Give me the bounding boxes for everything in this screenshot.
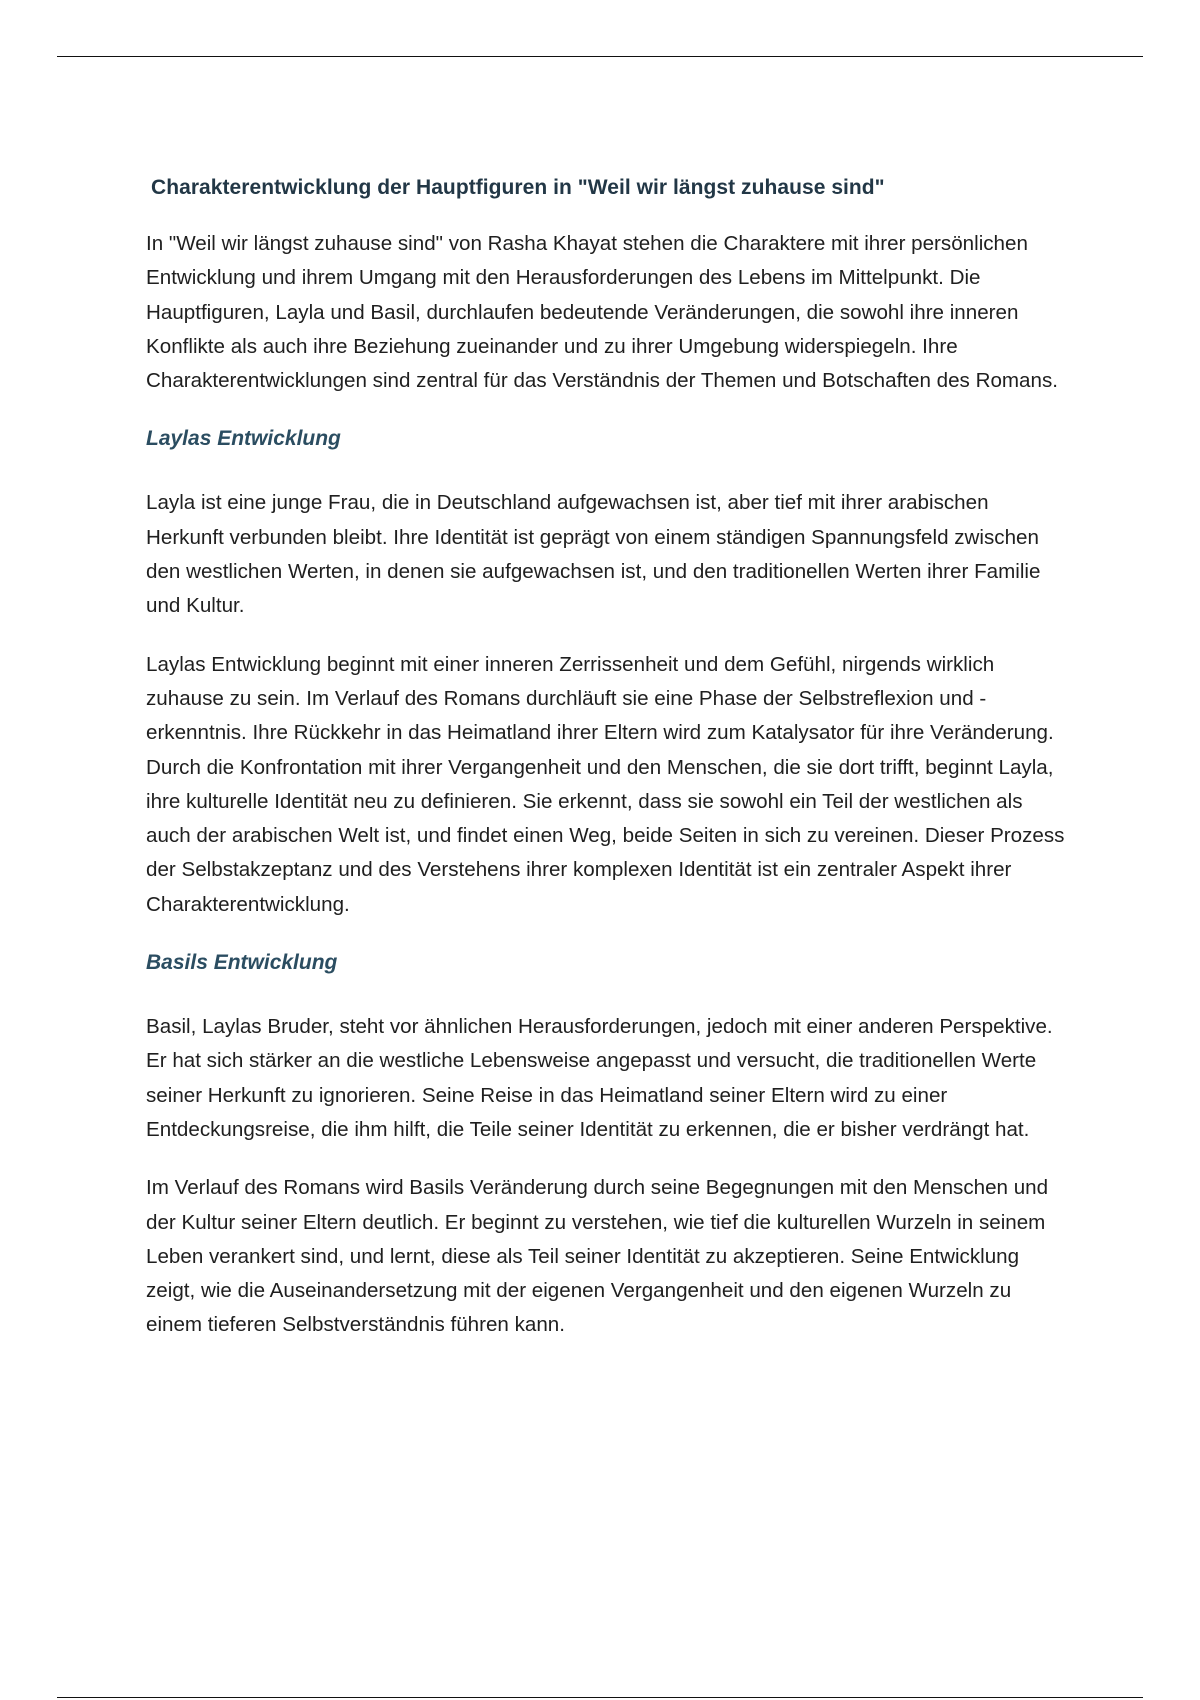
- section-heading-basil: Basils Entwicklung: [146, 951, 338, 975]
- section-heading-layla: Laylas Entwicklung: [146, 427, 341, 451]
- document-title: Charakterentwicklung der Hauptfiguren in "Weil wir längst zuhause sind": [151, 176, 885, 199]
- top-rule: [57, 56, 1143, 57]
- layla-paragraph-1: Layla ist eine junge Frau, die in Deutschland aufgewachsen ist, aber tief mit ihrer arabischen Herkunft verbunden bleibt. Ihre Identität ist geprägt von einem ständigen Spannungsfeld zwischen den westlichen Werten, in denen sie aufgewachsen ist, und den traditionellen Werten ihrer Familie und Kultur.: [146, 491, 1041, 618]
- layla-paragraph-2: Laylas Entwicklung beginnt mit einer inneren Zerrissenheit und dem Gefühl, nirgends wirklich zuhause zu sein. Im Verlauf des Romans durchläuft sie eine Phase der Selbstreflexion und -erkenntnis. Ihre Rückkehr in das Heimatland ihrer Eltern wird zum Katalysator für ihre Veränderung. Durch die Konfrontation mit ihrer Vergangenheit und den Menschen, die sie dort trifft, beginnt Layla, ihre kulturelle Identität neu zu definieren. Sie erkennt, dass sie sowohl ein Teil der westlichen als auch der arabischen Welt ist, und findet einen Weg, beide Seiten in sich zu vereinen. Dieser Prozess der Selbstakzeptanz und des Verstehens ihrer komplexen Identität ist ein zentraler Aspekt ihrer Charakterentwicklung.: [146, 652, 1065, 916]
- bottom-rule: [57, 1697, 1143, 1698]
- basil-paragraph-2: Im Verlauf des Romans wird Basils Veränderung durch seine Begegnungen mit den Menschen und der Kultur seiner Eltern deutlich. Er beginnt zu verstehen, wie tief die kulturellen Wurzeln in seinem Leben verankert sind, und lernt, diese als Teil seiner Identität zu akzeptieren. Seine Entwicklung zeigt, wie die Auseinandersetzung mit der eigenen Vergangenheit und den eigenen Wurzeln zu einem tieferen Selbstverständnis führen kann.: [146, 1176, 1049, 1337]
- intro-paragraph: In "Weil wir längst zuhause sind" von Rasha Khayat stehen die Charaktere mit ihrer persönlichen Entwicklung und ihrem Umgang mit den Herausforderungen des Lebens im Mittelpunkt. Die Hauptfiguren, Layla und Basil, durchlaufen bedeutende Veränderungen, die sowohl ihre inneren Konflikte als auch ihre Beziehung zueinander und zu ihrer Umgebung widerspiegeln. Ihre Charakterentwicklungen sind zentral für das Verständnis der Themen und Botschaften des Romans.: [146, 232, 1058, 393]
- document-page: [146, 170, 1066, 1367]
- basil-paragraph-1: Basil, Laylas Bruder, steht vor ähnlichen Herausforderungen, jedoch mit einer anderen Perspektive. Er hat sich stärker an die westliche Lebensweise angepasst und versucht, die traditionellen Werte seiner Herkunft zu ignorieren. Seine Reise in das Heimatland seiner Eltern wird zu einer Entdeckungsreise, die ihm hilft, die Teile seiner Identität zu erkennen, die er bisher verdrängt hat.: [146, 1015, 1053, 1141]
